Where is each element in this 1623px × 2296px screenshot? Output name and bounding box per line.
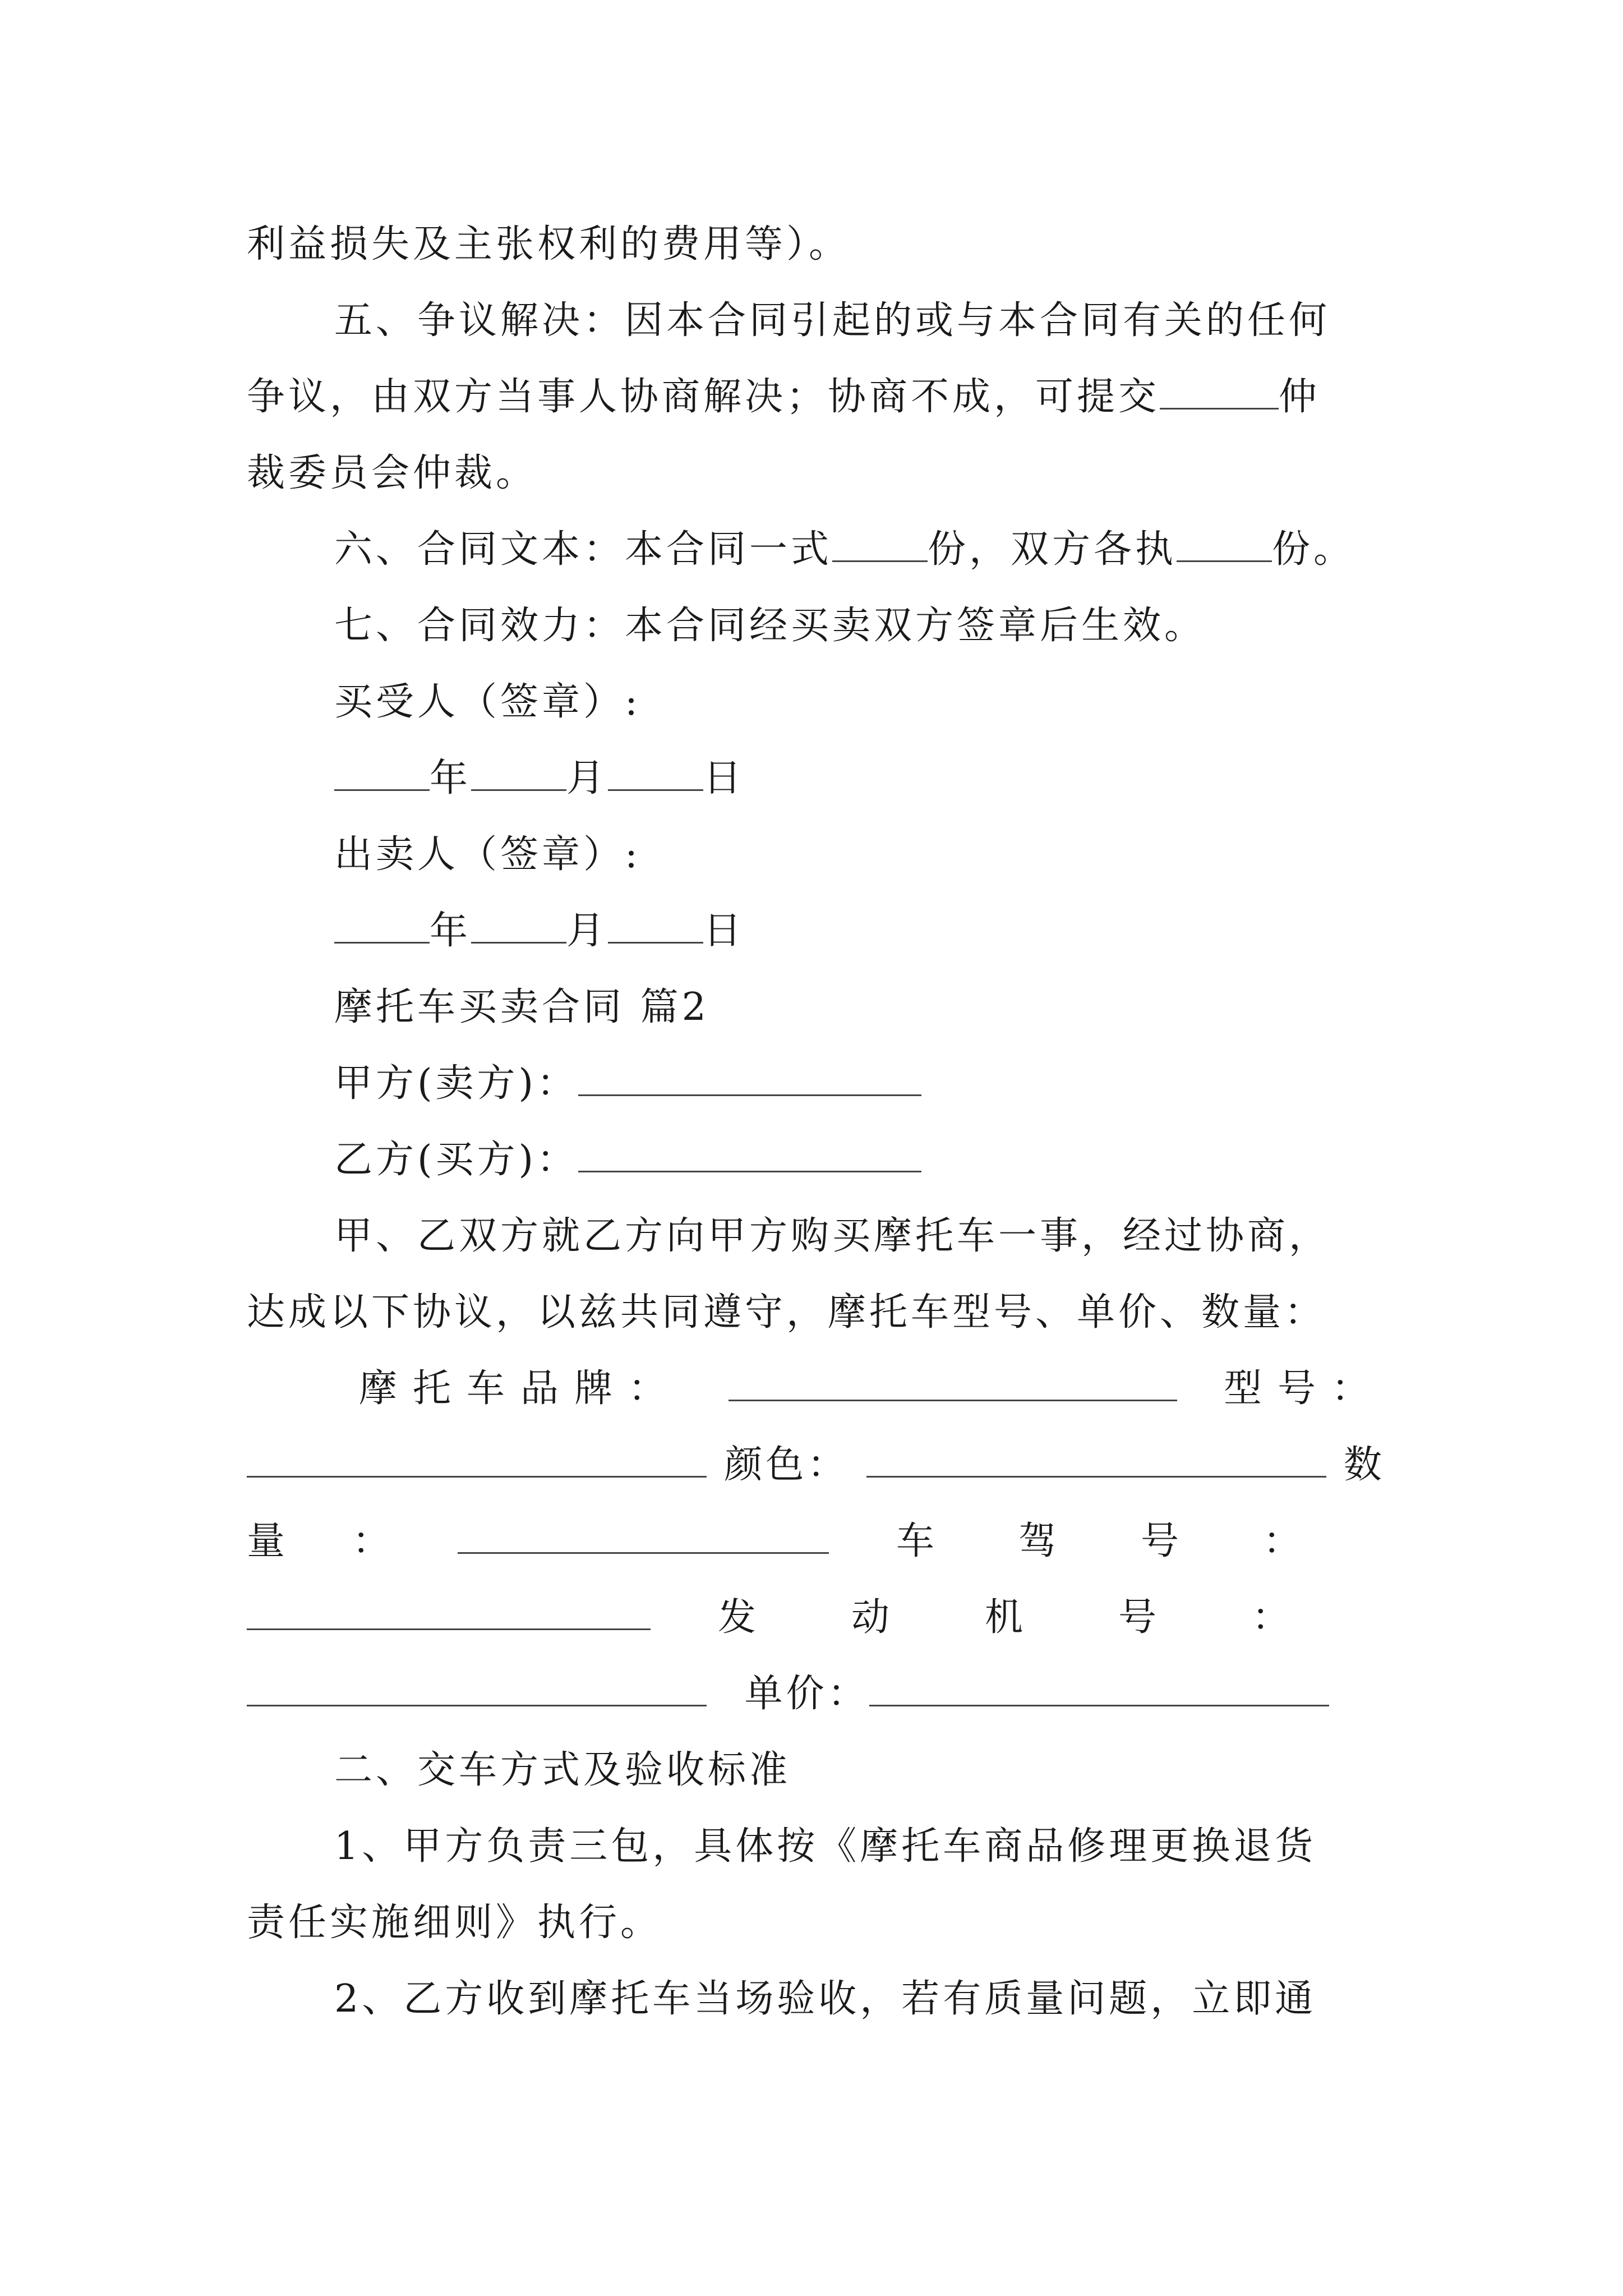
- party-b: [247, 1122, 1385, 1198]
- text: 量：: [247, 1519, 458, 1563]
- brand-model-row: [247, 1351, 1385, 1427]
- warranty-clause: [247, 1809, 1385, 1885]
- each-copies-blank: [1177, 528, 1272, 562]
- text: 六、合同文本：本合同一式: [334, 527, 833, 572]
- buyer-date: [247, 740, 1385, 817]
- text: 份。: [1272, 527, 1355, 572]
- party-a: [247, 1046, 1385, 1122]
- price-row: [247, 1656, 1385, 1732]
- buyer-signature: [247, 664, 1385, 740]
- text: 甲、乙双方就乙方向甲方购买摩托车一事，经过协商，: [334, 1214, 1331, 1258]
- engine-blank: [247, 1672, 707, 1706]
- text: 五、争议解决：因本合同引起的或与本合同有关的任何: [334, 298, 1331, 343]
- text: 月: [566, 909, 608, 953]
- text: 日: [703, 909, 745, 953]
- model-blank: [247, 1443, 707, 1478]
- text: 责任实施细则》执行。: [247, 1901, 662, 1945]
- year-blank: [334, 757, 430, 791]
- delivery-section: [247, 1732, 1385, 1809]
- inspection-clause: [247, 1961, 1385, 2037]
- day-blank: [608, 909, 703, 944]
- price-blank: [869, 1672, 1329, 1706]
- color-blank: [866, 1443, 1326, 1478]
- dispute-clause: [247, 283, 1385, 359]
- dispute-clause-end: [247, 435, 1385, 512]
- text: 发动机号：: [717, 1595, 1385, 1640]
- text: 出卖人（签章）:: [334, 832, 641, 877]
- paragraph-line: [247, 206, 1385, 283]
- year-blank: [334, 909, 430, 944]
- text: 二、交车方式及验收标准: [334, 1748, 791, 1792]
- text: 裁委员会仲裁。: [247, 451, 538, 495]
- text: 达成以下协议，以兹共同遵守，摩托车型号、单价、数量：: [247, 1290, 1326, 1335]
- quantity-blank: [458, 1520, 829, 1554]
- arbitration-blank: [1160, 375, 1279, 409]
- agreement-intro: [247, 1198, 1385, 1274]
- party-b-blank: [578, 1138, 921, 1172]
- text: 颜色：: [724, 1443, 849, 1487]
- vin-blank: [247, 1596, 651, 1630]
- month-blank: [471, 909, 566, 944]
- text: 七、合同效力：本合同经买卖双方签章后生效。: [334, 604, 1206, 648]
- day-blank: [608, 757, 703, 791]
- text: 车驾号：: [896, 1519, 1385, 1563]
- copies-blank: [832, 528, 928, 562]
- text: 型号：: [1223, 1366, 1385, 1411]
- month-blank: [471, 757, 566, 791]
- text: 乙方(买方)：: [334, 1138, 579, 1182]
- text: 2、乙方收到摩托车当场验收，若有质量问题，立即通: [334, 1977, 1317, 2021]
- text: 单价：: [744, 1672, 869, 1716]
- text: 年: [430, 756, 472, 800]
- contract-copies-clause: [247, 512, 1385, 588]
- seller-date: [247, 893, 1385, 969]
- text: 年: [430, 909, 472, 953]
- warranty-clause-cont: [247, 1885, 1385, 1961]
- text: 仲: [1279, 375, 1321, 419]
- text: 数: [1343, 1443, 1385, 1487]
- seller-signature: [247, 817, 1385, 893]
- brand-blank: [728, 1367, 1177, 1401]
- quantity-vin-row: [247, 1503, 1385, 1580]
- text: 利益损失及主张权利的费用等）。: [247, 222, 851, 266]
- text: 摩托车品牌：: [359, 1366, 683, 1411]
- color-row: [247, 1427, 1385, 1503]
- text: 1、甲方负责三包，具体按《摩托车商品修理更换退货: [334, 1824, 1317, 1869]
- engine-row: [247, 1580, 1385, 1656]
- text: 摩托车买卖合同 篇2: [334, 985, 709, 1029]
- contract-effect-clause: [247, 588, 1385, 664]
- text: 争议，由双方当事人协商解决；协商不成，可提交: [247, 375, 1160, 419]
- text: 买受人（签章）:: [334, 680, 641, 724]
- dispute-clause-cont: [247, 359, 1385, 435]
- section-title: [247, 969, 1385, 1046]
- document-body: [247, 206, 1385, 2037]
- party-a-blank: [578, 1062, 921, 1096]
- text: 日: [703, 756, 745, 800]
- text: 甲方(卖方)：: [334, 1061, 579, 1106]
- agreement-intro-cont: [247, 1274, 1385, 1351]
- text: 份，双方各执: [928, 527, 1177, 572]
- text: 月: [566, 756, 608, 800]
